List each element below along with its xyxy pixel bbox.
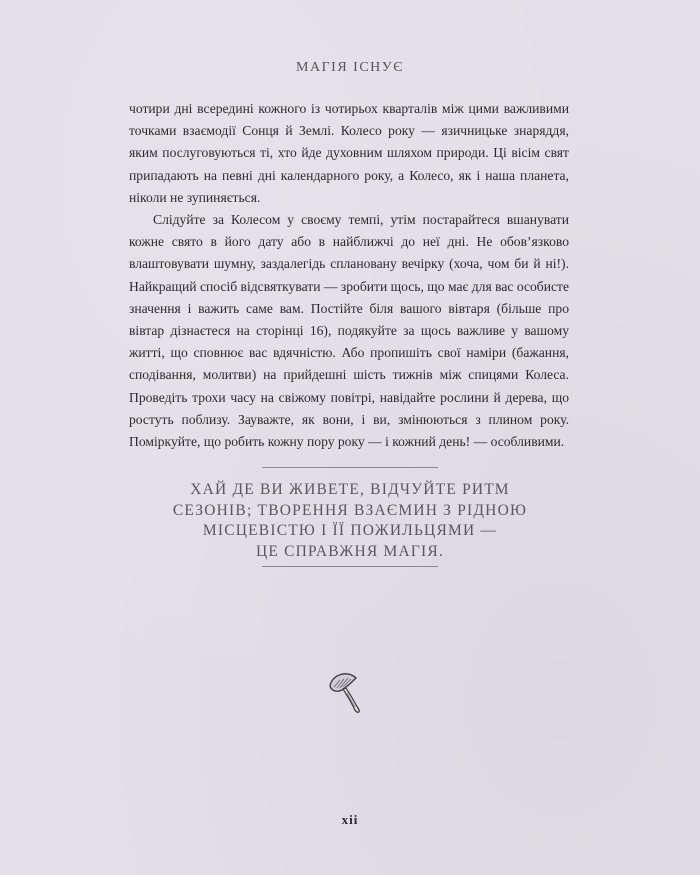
body-text [129, 98, 569, 453]
bottom-divider [262, 566, 438, 567]
pull-quote-line-3: МІСЦЕВІСТЮ І ЇЇ ПОЖИЛЬЦЯМИ — [202, 522, 498, 539]
top-divider [262, 467, 438, 468]
running-title: МАГІЯ ІСНУЄ [296, 60, 404, 75]
mushroom-icon [326, 668, 368, 716]
pull-quote [160, 480, 540, 562]
paragraph-2: Слідуйте за Колесом у своєму темпі, утім постарайтеся вшанувати кожне свято в його дату або в найближчі до неї дні. Не обов’язково влаштовувати шумну, заздалегідь сплановану вечірку (хоча, чом би й ні!). Найкращий спосіб відсвяткувати — зробити щось, що має для вас особисте значення і важить саме вам. Постійте біля вашого вівтаря (більше про вівтар дізнаєтеся на сторінці 16), подякуйте за щось важливе у вашому житті, що сповнює вас вдячністю. Або пропишіть свої наміри (бажання, сподівання, молитви) на прийдешні шість тижнів між спицями Колеса. Проведіть трохи часу на свіжому повітрі, навідайте рослини й дерева, що ростуть поблизу. Зауважте, як вони, і ви, змінюються з плином року. Поміркуйте, що робить кожну пору року — і кожний день! — особливими. [129, 212, 569, 450]
pull-quote-line-4: ЦЕ СПРАВЖНЯ МАГІЯ. [255, 542, 445, 560]
paragraph-1: чотири дні всередині кожного із чотирьох кварталів між цими важливими точками взаємодії Сонця й Землі. Колесо року — язичницьке знаряддя, яким послуговуються ті, хто йде духовним шляхом природи. Ці вісім свят припадають на певні дні календарного року, а Колесо, як і наша планета, ніколи не зупиняється. [129, 101, 569, 205]
pull-quote-line-2: СЕЗОНІВ; ТВОРЕННЯ ВЗАЄМИН З РІДНОЮ [172, 501, 528, 519]
page-number: xii [341, 812, 359, 827]
pull-quote-line-1: ХАЙ ДЕ ВИ ЖИВЕТЕ, ВІДЧУЙТЕ РИТМ [190, 481, 510, 498]
